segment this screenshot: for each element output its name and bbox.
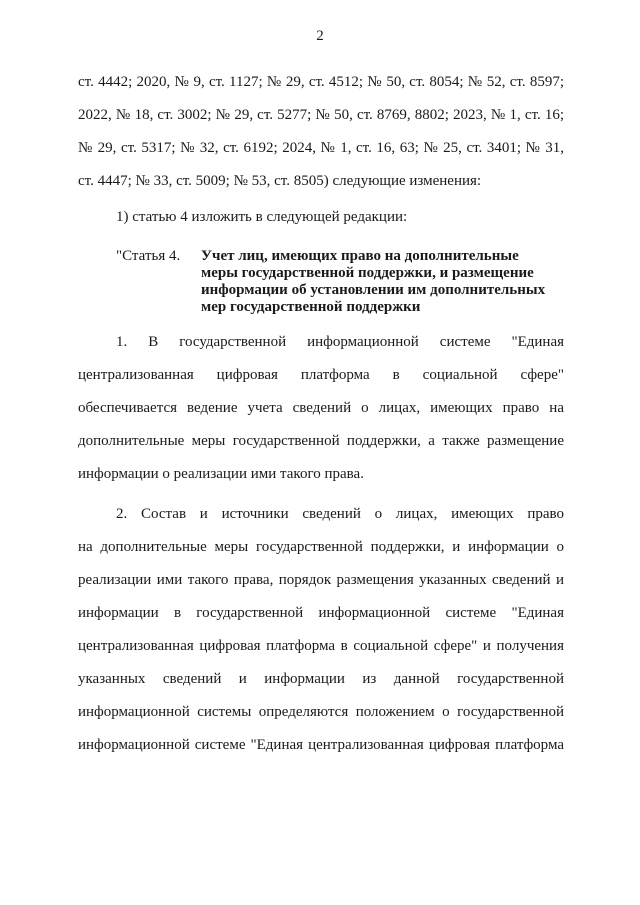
text-line: централизованная цифровая платформа в социальной сфере" и получения	[78, 638, 564, 654]
text-line: информационной системы определяются положением о государственной	[78, 704, 564, 720]
article-title-line: меры государственной поддержки, и размещение	[201, 265, 534, 281]
text-line: 2. Состав и источники сведений о лицах, имеющих право	[116, 506, 564, 522]
text-line: 1. В государственной информационной системе "Единая	[116, 334, 564, 350]
paragraph-2	[78, 498, 564, 762]
text-line: информации в государственной информационной системе "Единая	[78, 605, 564, 621]
text-line: № 29, ст. 5317; № 32, ст. 6192; 2024, № 1, ст. 16, 63; № 25, ст. 3401; № 31,	[78, 140, 564, 156]
paragraph-1	[78, 326, 564, 491]
text-line: 1) статью 4 изложить в следующей редакции:	[116, 209, 408, 225]
page-number: 2	[316, 28, 324, 44]
text-line: 2022, № 18, ст. 3002; № 29, ст. 5277; № 50, ст. 8769, 8802; 2023, № 1, ст. 16;	[78, 107, 564, 123]
text-line: указанных сведений и информации из данной государственной	[78, 671, 564, 687]
text-line: ст. 4442; 2020, № 9, ст. 1127; № 29, ст. 4512; № 50, ст. 8054; № 52, ст. 8597;	[78, 74, 564, 90]
article-title-line: информации об установлении им дополнительных	[201, 282, 546, 298]
text-line: реализации ими такого права, порядок размещения указанных сведений и	[78, 572, 564, 588]
text-line: ст. 4447; № 33, ст. 5009; № 53, ст. 8505) следующие изменения:	[78, 173, 482, 189]
text-line: на дополнительные меры государственной поддержки, и информации о	[78, 539, 564, 555]
article-title-line: мер государственной поддержки	[201, 299, 421, 315]
article-title-line: Учет лиц, имеющих право на дополнительные	[201, 248, 519, 264]
item-1	[78, 201, 564, 234]
intro-paragraph	[78, 66, 564, 198]
text-line: информации о реализации ими такого права.	[78, 466, 364, 482]
article-title	[201, 248, 566, 316]
article-label: "Статья 4.	[116, 248, 181, 264]
text-line: информационной системе "Единая централизованная цифровая платформа	[78, 737, 564, 753]
text-line: централизованная цифровая платформа в социальной сфере"	[78, 367, 564, 383]
text-line: дополнительные меры государственной поддержки, а также размещение	[78, 433, 564, 449]
text-line: обеспечивается ведение учета сведений о лицах, имеющих право на	[78, 400, 564, 416]
